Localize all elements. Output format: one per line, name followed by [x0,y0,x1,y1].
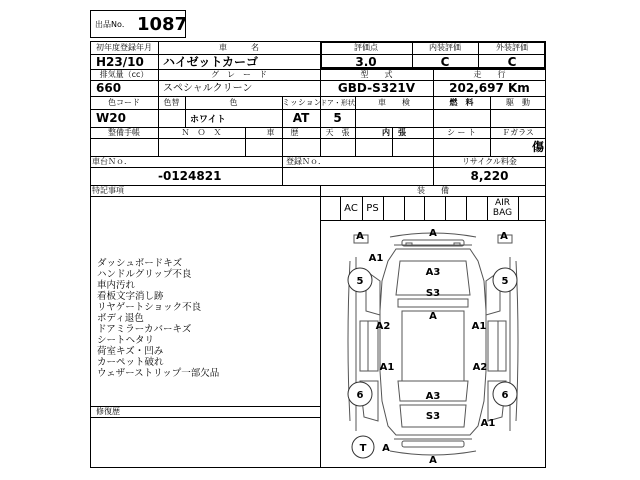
color-code-value: W20 [96,111,126,125]
car-damage-diagram [320,221,546,467]
remark-item: 看板文字消し跡 [97,291,164,302]
mark-tire-t: T [359,443,367,454]
mission-value: AT [292,111,310,125]
mark-left-front-door: A2 [375,321,391,332]
mark-front-right-corner: A [500,231,508,242]
doors-label: ドア・形状 [320,99,355,107]
remark-item: 車内汚れ [97,280,136,291]
lot-number-box [90,10,186,38]
displacement-label: 排気量（cc） [99,70,149,79]
color-value: ホワイト [190,115,226,125]
mark-rear-a3: A3 [425,391,441,402]
interior-trim-label: 内 張 [382,128,406,137]
exterior-value: C [507,55,517,69]
seat-label: シ ー ト [446,128,477,137]
color-change-label: 色替 [163,98,180,107]
mark-rear-s3: S3 [425,411,441,422]
mark-right-front-door: A1 [471,321,487,332]
car-name-value: ハイゼットカーゴ [163,55,259,69]
equipment-ac: AC [344,203,358,214]
fglass-value: 傷 [531,140,544,154]
grade-value: スペシャルクリーン [163,83,253,94]
exterior-label: 外装評価 [496,43,528,52]
sunroof-label: 天 張 [325,128,350,137]
equipment-label: 装 備 [417,186,449,195]
mark-rear-right-corner: A1 [480,418,496,429]
reg-year-value: H23/10 [96,55,144,69]
mileage-value: 202,697 Km [449,81,530,95]
remark-item: シートヘタリ [97,335,155,346]
fglass-label: Ｆガラス [502,128,534,137]
mark-rear-bottom-left: A [382,443,390,454]
fuel-label: 燃 料 [449,98,474,107]
color-code-label: 色コード [108,98,140,107]
special-notes-label: 特記事項 [92,186,124,195]
mark-front-right-wheel: 5 [501,276,509,287]
mark-hood-s3: S3 [425,288,441,299]
mark-roof: A [429,311,437,322]
score-label: 評価点 [354,43,378,52]
interior-value: C [440,55,450,69]
mark-front-left-wheel: 5 [356,276,364,287]
lot-number: 1087 [137,14,188,35]
remark-item: ウェザーストリップ一部欠品 [97,368,220,379]
history-label: 車 歴 [266,128,299,137]
grade-label: グ レ ー ド [211,70,267,79]
drive-label: 駆 動 [506,98,530,107]
mark-front-left-corner: A [356,231,364,242]
car-name-label: 車 名 [219,43,259,52]
maintenance-label: 整備手帳 [108,128,140,137]
chassis-no-value: -0124821 [158,169,222,183]
mileage-label: 走 行 [473,70,506,79]
lot-label: 出品No． [95,20,130,29]
remark-item: リヤゲートショック不良 [97,302,202,313]
mission-label: ミッション [282,98,322,107]
mark-front-bumper: A [429,228,437,239]
reg-year-label: 初年度登録年月 [96,43,152,52]
mark-rear-right-wheel: 6 [501,390,509,401]
remark-item: ダッシュボードキズ [97,258,183,269]
mark-rear-left-wheel: 6 [356,390,364,401]
mark-rear-bumper: A [429,455,437,466]
interior-label: 内装評価 [429,43,461,52]
remarks-list [97,258,219,379]
doors-value: 5 [333,111,342,125]
repair-history-label: 修復歴 [96,407,120,416]
equipment-airbag: AIR BAG [492,198,513,218]
mark-hood-a3: A3 [425,267,441,278]
nox-label: Ｎ Ｏ Ｘ [181,128,222,137]
remark-item: ボディ退色 [97,313,144,324]
color-label: 色 [229,98,238,107]
remark-item: ドアミラーカバーキズ [97,324,192,335]
remark-item: 荷室キズ・凹み [97,346,164,357]
reg-no-label: 登録Ｎｏ． [286,157,326,166]
mark-left-rear-door: A1 [379,362,395,373]
mark-right-rear-door: A2 [472,362,488,373]
chassis-no-label: 車台Ｎｏ． [92,157,132,166]
recycle-value: 8,220 [470,169,509,183]
remark-item: カーペット破れ [97,357,164,368]
model-value: GBD-S321V [337,81,416,95]
displacement-value: 660 [96,81,122,95]
mark-front-left-fender: A1 [368,253,384,264]
equipment-ps: PS [366,203,379,214]
model-label: 型 式 [360,70,393,79]
vehicle-inspection-label: 車 検 [378,98,410,107]
score-value: 3.0 [355,55,377,69]
recycle-label: リサイクル料金 [462,157,517,166]
remark-item: ハンドルグリップ不良 [97,269,192,280]
